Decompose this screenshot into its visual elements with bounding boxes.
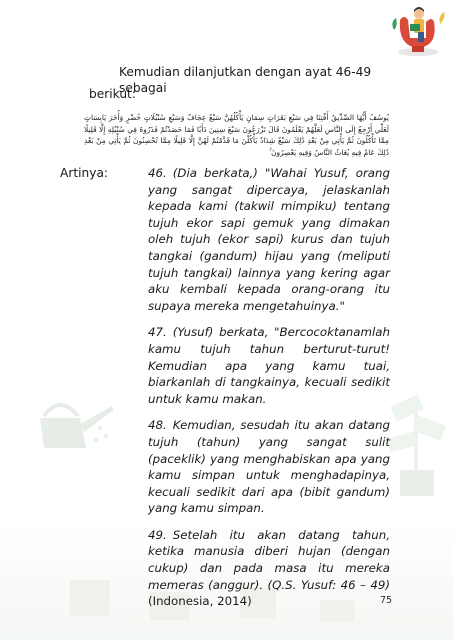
- verse-46: [148, 165, 390, 314]
- verse-number: 49.: [148, 527, 167, 542]
- coin-stack-decoration: [70, 580, 110, 616]
- page-number: 75: [380, 595, 393, 606]
- verse-number: 47.: [148, 325, 167, 340]
- translation-verses: [148, 165, 393, 620]
- money-plant-illustration: [380, 380, 453, 500]
- intro-text-continued: berikut:: [89, 87, 136, 101]
- citation: (Indonesia, 2014): [148, 594, 252, 609]
- reading-person-illustration: [388, 2, 448, 58]
- intro-text: Kemudian dilanjutkan dengan ayat 46-49 sebagai: [119, 65, 372, 95]
- verse-48: [148, 417, 390, 517]
- verse-49: [148, 527, 393, 610]
- arabic-verse-block: يُوسُفُ أَيُّهَا الصِّدِّيقُ أَفْتِنَا فِي سَبْعِ بَقَرَاتٍ سِمَانٍ يَأْكُلُهُنَّ سَبْعٌ عِجَافٌ وَسَبْعِ سُنْبُلَاتٍ خُضْرٍ وَأُخَرَ يَابِسَاتٍ لَعَلِّي أَرْجِعُ إِلَى النَّاسِ لَعَلَّهُمْ يَعْلَمُونَ قَالَ تَزْرَعُونَ سَبْعَ سِنِينَ دَأَبًا فَمَا حَصَدْتُمْ فَذَرُوهُ فِي سُنْبُلِهِ إِلَّا قَلِيلًا مِمَّا تَأْكُلُونَ ثُمَّ يَأْتِي مِنْ بَعْدِ ذَٰلِكَ سَبْعٌ شِدَادٌ يَأْكُلْنَ مَا قَدَّمْتُمْ لَهُنَّ إِلَّا قَلِيلًا مِمَّا تُحْصِنُونَ ثُمَّ يَأْتِي مِنْ بَعْدِ ذَٰلِكَ عَامٌ فِيهِ يُغَاثُ النَّاسُ وَفِيهِ يَعْصِرُونَ ۚ: [84, 113, 389, 157]
- translation-label: Artinya:: [60, 166, 109, 180]
- verse-text: (Yusuf) berkata, "Bercocoktanamlah kamu tujuh tahun berturut-turut! Kemudian apa yang kamu tuai, biarkanlah di tangkainya, kecuali sedikit untuk kamu makan.: [148, 325, 390, 406]
- verse-text: Setelah itu akan datang tahun, ketika manusia diberi hujan (dengan cukup) dan pada masa itu mereka memeras (anggur). (Q.S. Yusuf: 46 – 49): [148, 527, 390, 592]
- watering-can-illustration: [30, 388, 120, 468]
- verse-text: Kemudian, sesudah itu akan datang tujuh (tahun) yang sangat sulit (paceklik) yang menghabiskan apa yang kamu simpan untuk menghadapinya, kecuali sedikit dari apa (bibit gandum) yang kamu simpan.: [148, 418, 390, 516]
- verse-number: 46.: [148, 166, 167, 180]
- verse-47: [148, 324, 390, 407]
- verse-number: 48.: [148, 418, 167, 433]
- verse-text: (Dia berkata,) "Wahai Yusuf, orang yang sangat dipercaya, jelaskanlah kepada kami (takwil mimpiku) tentang tujuh ekor sapi gemuk yang dimakan oleh tujuh (ekor sapi) kurus dan tujuh tangkai (gandum) hijau yang (meliputi tujuh tangkai) lainnya yang kering agar aku kembali kepada orang-orang itu supaya mereka mengetahuinya.": [148, 166, 390, 313]
